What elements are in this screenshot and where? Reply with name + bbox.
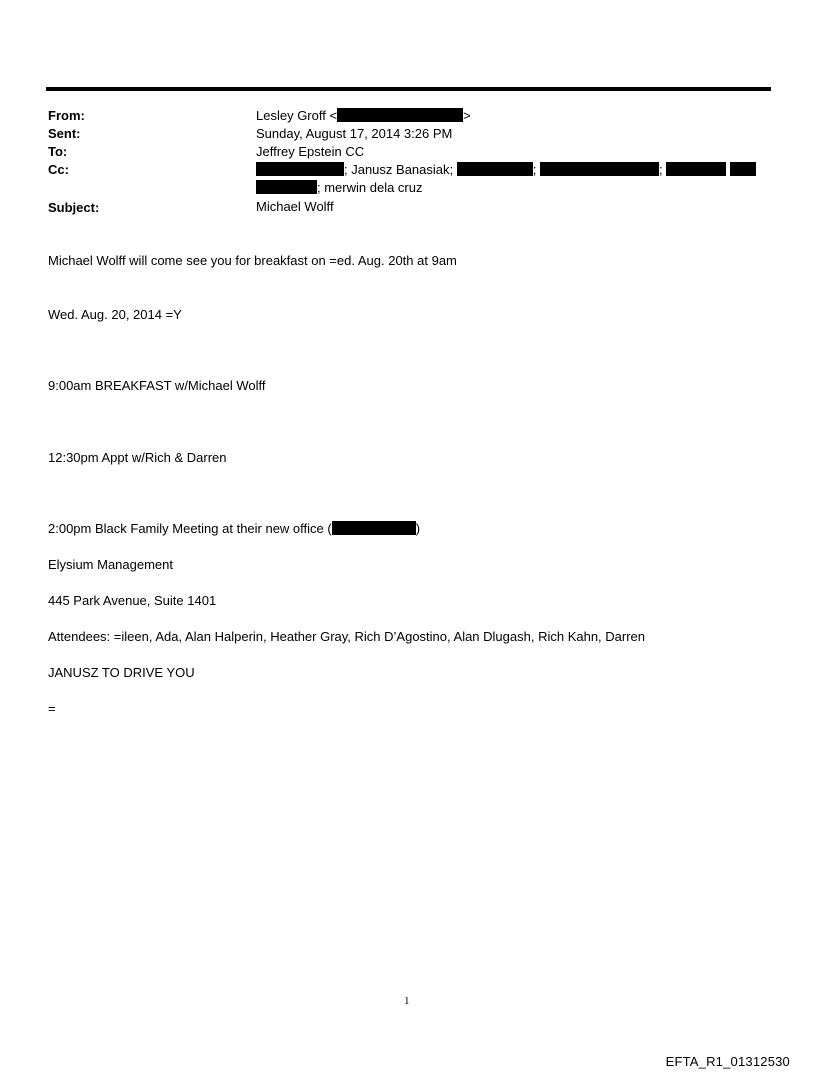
redaction-block: [256, 162, 344, 176]
meeting-close: ): [415, 521, 421, 536]
cc-separator: ;: [659, 162, 663, 177]
cc-separator: ;: [532, 162, 537, 177]
subject-value: Michael Wolff: [256, 199, 334, 214]
subject-label: Subject:: [48, 200, 100, 215]
redaction-block: [337, 108, 463, 122]
body-line: 12:30pm Appt w/Rich & Darren: [48, 450, 227, 465]
body-line: Wed. Aug. 20, 2014 =Y: [48, 307, 182, 322]
cc-separator: ; merwin dela cruz: [317, 180, 423, 195]
to-label: To:: [48, 144, 68, 159]
cc-label: Cc:: [48, 162, 69, 177]
document-id: EFTA_R1_01312530: [665, 1054, 790, 1069]
from-name: Lesley Groff <: [256, 108, 338, 123]
body-line: =: [48, 701, 56, 716]
body-line: [48, 520, 420, 538]
page-number: 1: [404, 995, 410, 1007]
header-rule: [46, 87, 771, 91]
body-line: Michael Wolff will come see you for breakfast on =ed. Aug. 20th at 9am: [48, 253, 457, 268]
cc-line-2: [256, 179, 422, 197]
body-line: 445 Park Avenue, Suite 1401: [48, 593, 217, 608]
from-value: [256, 107, 471, 125]
sent-label: Sent:: [48, 126, 81, 141]
redaction-block: [457, 162, 533, 176]
from-label: From:: [48, 108, 85, 123]
to-value: Jeffrey Epstein CC: [256, 144, 365, 159]
redaction-block: [256, 180, 317, 194]
sent-value: Sunday, August 17, 2014 3:26 PM: [256, 126, 453, 141]
cc-line-1: [256, 161, 756, 179]
redaction-block: [540, 162, 659, 176]
body-line: Attendees: =ileen, Ada, Alan Halperin, Heather Gray, Rich D’Agostino, Alan Dlugash, Rich Kahn, Darren: [48, 629, 646, 644]
redaction-block: [730, 162, 756, 176]
body-line: Elysium Management: [48, 557, 173, 572]
from-close: >: [463, 108, 471, 123]
body-line: JANUSZ TO DRIVE YOU: [48, 665, 195, 680]
redaction-block: [666, 162, 726, 176]
redaction-block: [332, 521, 416, 535]
cc-separator: ; Janusz Banasiak;: [344, 162, 454, 177]
body-line: 9:00am BREAKFAST w/Michael Wolff: [48, 378, 266, 393]
meeting-text: 2:00pm Black Family Meeting at their new office (: [48, 521, 332, 536]
